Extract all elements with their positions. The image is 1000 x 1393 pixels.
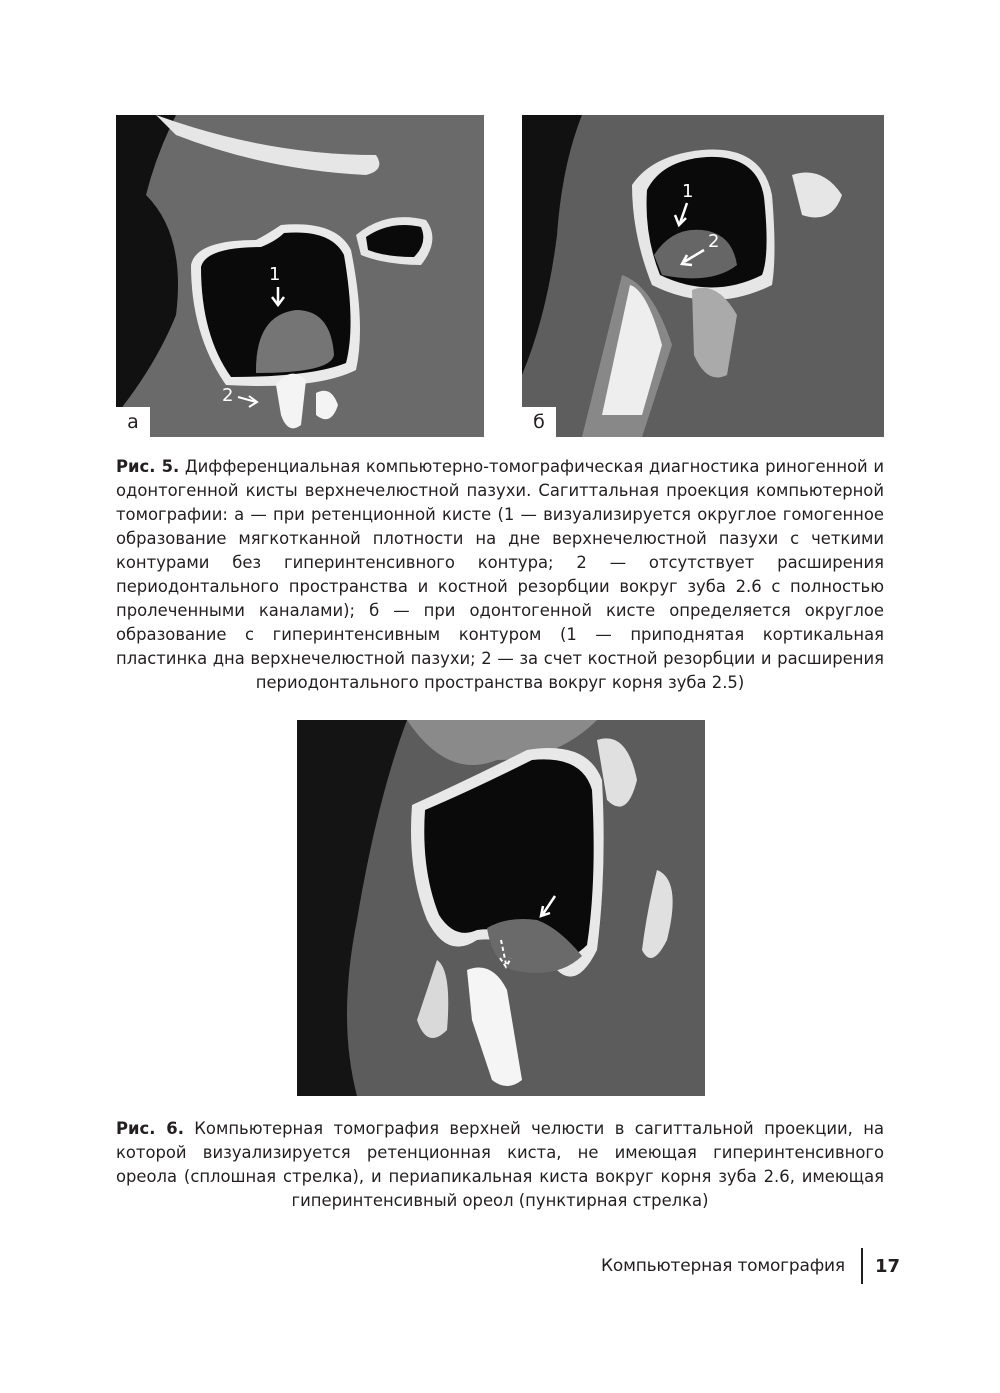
marker-2-a: 2 <box>222 385 234 406</box>
figure-6-caption-text: Компьютерная томография верхней челюсти в сагиттальной проекции, на которой визуализируется ретенционная киста, не имеющая гиперинтенсивного ореола (сплошная стрелка), и периапикальная киста вокруг корня зуба 2.6, имеющая гиперинтенсивный ореол (пунктирная стрелка) <box>116 1119 884 1210</box>
marker-1-b: 1 <box>682 181 694 202</box>
marker-2-b: 2 <box>708 231 720 252</box>
page-number: 17 <box>874 1255 900 1277</box>
figure-5-caption-text: Дифференциальная компьютерно-томографическая диагностика риногенной и одонтогенной кисты верхнечелюстной пазухи. Сагиттальная проекция компьютерной томографии: а — при ретенционной кисте (1 — визуализируется округлое гомогенное образование мягкотканной плотности на дне верхнечелюстной пазухи с четкими контурами без гиперинтенсивного контура; 2 — отсутствует расширения периодонтального пространства и костной резорбции вокруг зуба 2.6 с полностью пролеченными каналами); б — при одонтогенной кисте определяется округлое образование с гиперинтенсивным контуром (1 — приподнятая кортикальная пластинка дна верхнечелюстной пазухи; 2 — за счет костной резорбции и расширения периодонтального пространства вокруг корня зуба 2.5) <box>116 457 884 692</box>
ct-image-figure-6 <box>297 720 705 1096</box>
ct-image-panel-a <box>116 115 484 437</box>
page-footer <box>601 1248 900 1284</box>
figure-5-caption-title: Рис. 5. <box>116 457 180 476</box>
ct-scan-6-graphic <box>297 720 705 1096</box>
figure-5-caption <box>116 455 884 695</box>
ct-scan-a-graphic <box>116 115 484 437</box>
panel-label-b: б <box>522 407 556 437</box>
panel-label-a: а <box>116 407 150 437</box>
section-title: Компьютерная томография <box>601 1256 845 1276</box>
figure-6-caption <box>116 1117 884 1213</box>
ct-image-panel-b <box>522 115 884 437</box>
figure-6-caption-title: Рис. 6. <box>116 1119 184 1138</box>
marker-1-a: 1 <box>269 264 281 285</box>
ct-scan-b-graphic <box>522 115 884 437</box>
footer-divider <box>861 1248 863 1284</box>
